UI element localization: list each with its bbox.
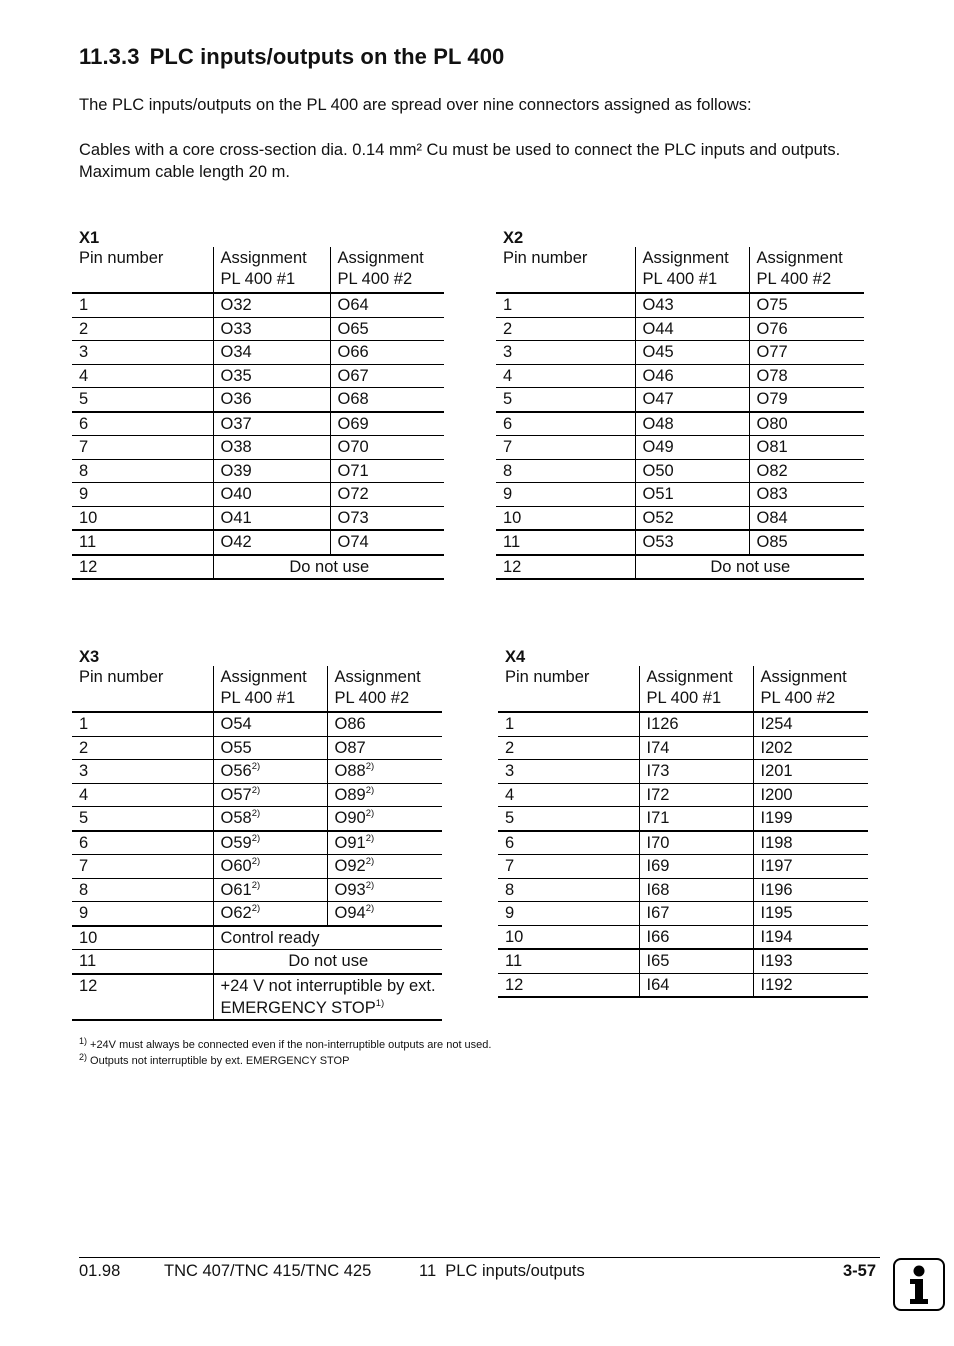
assignment-2-cell: I200 bbox=[753, 783, 868, 807]
table-row bbox=[498, 902, 868, 926]
pin-cell: 9 bbox=[72, 902, 213, 926]
footnote-mark: 1) bbox=[375, 997, 385, 1009]
table-row bbox=[496, 555, 864, 580]
assignment-1-cell: I64 bbox=[639, 973, 753, 997]
pin-cell: 7 bbox=[498, 855, 639, 879]
pin-cell: 4 bbox=[498, 783, 639, 807]
table-label: X4 bbox=[505, 648, 526, 666]
table-row bbox=[498, 712, 868, 736]
pin-cell: 8 bbox=[498, 878, 639, 902]
table-row bbox=[496, 341, 864, 365]
assignment-2-cell: I196 bbox=[753, 878, 868, 902]
assignment-1-cell: I126 bbox=[639, 712, 753, 736]
footnote-mark: 2) bbox=[251, 903, 261, 914]
assignment-1-cell: O60$^{2)}$ bbox=[213, 855, 327, 879]
pin-cell: 2 bbox=[72, 736, 213, 760]
column-header-pin: Pin number bbox=[72, 247, 213, 293]
table-row bbox=[498, 949, 868, 973]
assignment-1-cell: O48 bbox=[635, 412, 749, 436]
table-row bbox=[72, 293, 444, 317]
assignment-2-cell: O71 bbox=[330, 459, 444, 483]
pin-cell: 4 bbox=[72, 364, 213, 388]
table-label: X1 bbox=[79, 229, 100, 247]
column-header-assign1: Assignment PL 400 #1 bbox=[639, 666, 753, 712]
table-row bbox=[496, 436, 864, 460]
table-row bbox=[72, 831, 442, 855]
connector-table-x2 bbox=[496, 229, 864, 580]
assignment-2-cell: O94$^{2)}$ bbox=[327, 902, 442, 926]
pin-cell: 11 bbox=[72, 530, 213, 555]
connector-table-x4 bbox=[498, 648, 868, 998]
assignment-2-cell: O82 bbox=[749, 459, 864, 483]
table-row bbox=[498, 855, 868, 879]
assignment-1-cell: I65 bbox=[639, 949, 753, 973]
section-number: 11.3.3 bbox=[79, 44, 140, 69]
footnote-mark: 2) bbox=[365, 784, 375, 796]
assignment-1-cell: I69 bbox=[639, 855, 753, 879]
assignment-2-cell: O74 bbox=[330, 530, 444, 555]
assignment-2-cell: O92$^{2)}$ bbox=[327, 855, 442, 879]
intro-text: The PLC inputs/outputs on the PL 400 are spread over nine connectors assigned as follows: bbox=[79, 96, 752, 114]
pin-cell: 12 bbox=[72, 974, 213, 1020]
footnote-mark: 2) bbox=[251, 808, 261, 819]
pin-cell: 8 bbox=[72, 459, 213, 483]
table-label: X2 bbox=[503, 229, 524, 247]
footnote-mark: 2) bbox=[365, 808, 375, 819]
section-heading bbox=[79, 44, 504, 70]
column-header-assign1: Assignment PL 400 #1 bbox=[635, 247, 749, 293]
table-row bbox=[498, 760, 868, 784]
assignment-1-cell: O54 bbox=[213, 712, 327, 736]
assignment-1-cell: O49 bbox=[635, 436, 749, 460]
table-row bbox=[72, 878, 442, 902]
pin-cell: 11 bbox=[498, 949, 639, 973]
pin-cell: 3 bbox=[496, 341, 635, 365]
assignment-2-cell: I197 bbox=[753, 855, 868, 879]
pin-cell: 3 bbox=[72, 760, 213, 784]
assignment-2-cell: O91$^{2)}$ bbox=[327, 831, 442, 855]
footnote-mark: 2) bbox=[251, 784, 261, 796]
table-row bbox=[72, 926, 442, 950]
assignment-1-cell: O58$^{2)}$ bbox=[213, 807, 327, 831]
footnote-mark: 2) bbox=[365, 832, 375, 844]
table-row bbox=[498, 925, 868, 949]
assignment-1-cell: I70 bbox=[639, 831, 753, 855]
assignment-1-cell: I74 bbox=[639, 736, 753, 760]
column-header-pin: Pin number bbox=[498, 666, 639, 712]
pin-cell: 6 bbox=[498, 831, 639, 855]
assignment-1-cell: O42 bbox=[213, 530, 330, 555]
section-title: PLC inputs/outputs on the PL 400 bbox=[149, 44, 505, 69]
table-row bbox=[72, 760, 442, 784]
assignment-2-cell: O75 bbox=[749, 293, 864, 317]
table-row bbox=[72, 341, 444, 365]
assignment-2-cell: I193 bbox=[753, 949, 868, 973]
footer-model: TNC 407/TNC 415/TNC 425 bbox=[164, 1262, 372, 1280]
assignment-2-cell: I199 bbox=[753, 807, 868, 831]
pin-cell: 3 bbox=[72, 341, 213, 365]
pin-cell: 2 bbox=[498, 736, 639, 760]
table-row bbox=[72, 902, 442, 926]
footer-rule bbox=[79, 1257, 880, 1258]
assignment-1-cell: I67 bbox=[639, 902, 753, 926]
pin-cell: 5 bbox=[496, 388, 635, 412]
pin-cell: 9 bbox=[498, 902, 639, 926]
table-row bbox=[72, 783, 442, 807]
footnote-mark: 1) bbox=[79, 1036, 88, 1046]
footnote: $^{1)}$ +24V must always be connected even if the non-interruptible outputs are not used. bbox=[79, 1036, 492, 1051]
assignment-1-cell: O36 bbox=[213, 388, 330, 412]
assignment-1-cell: O57$^{2)}$ bbox=[213, 783, 327, 807]
footnote-mark: 2) bbox=[251, 832, 261, 844]
column-header-assign2: Assignment PL 400 #2 bbox=[330, 247, 444, 293]
pin-cell: 5 bbox=[72, 388, 213, 412]
assignment-2-cell: O90$^{2)}$ bbox=[327, 807, 442, 831]
table-row bbox=[496, 293, 864, 317]
column-header-assign1: Assignment PL 400 #1 bbox=[213, 666, 327, 712]
assignment-1-cell: O40 bbox=[213, 483, 330, 507]
column-header-assign2: Assignment PL 400 #2 bbox=[749, 247, 864, 293]
assignment-2-cell: I202 bbox=[753, 736, 868, 760]
table-row bbox=[498, 878, 868, 902]
assignment-2-cell: I194 bbox=[753, 925, 868, 949]
pin-cell: 10 bbox=[72, 506, 213, 530]
table-row bbox=[72, 388, 444, 412]
assignment-1-cell: I66 bbox=[639, 925, 753, 949]
supply-cell: +24 V not interruptible by ext. EMERGENCY STOP$^{1)}$ bbox=[213, 974, 442, 1020]
assignment-2-cell: O65 bbox=[330, 317, 444, 341]
column-header-assign2: Assignment PL 400 #2 bbox=[753, 666, 868, 712]
pin-cell: 2 bbox=[496, 317, 635, 341]
assignment-1-cell: I72 bbox=[639, 783, 753, 807]
page-number: 3-57 bbox=[843, 1262, 877, 1280]
pin-cell: 12 bbox=[72, 555, 213, 580]
assignment-2-cell: I254 bbox=[753, 712, 868, 736]
pin-cell: 6 bbox=[496, 412, 635, 436]
assignment-2-cell: O70 bbox=[330, 436, 444, 460]
assignment-1-cell: O34 bbox=[213, 341, 330, 365]
assignment-2-cell: I195 bbox=[753, 902, 868, 926]
table-row bbox=[72, 555, 444, 580]
footer-date: 01.98 bbox=[79, 1262, 121, 1280]
assignment-2-cell: O67 bbox=[330, 364, 444, 388]
pin-cell: 10 bbox=[496, 506, 635, 530]
footnote: $^{2)}$ Outputs not interruptible by ext. EMERGENCY STOP bbox=[79, 1052, 350, 1067]
table-row bbox=[496, 317, 864, 341]
table-row bbox=[496, 412, 864, 436]
pin-cell: 9 bbox=[72, 483, 213, 507]
pin-cell: 10 bbox=[72, 926, 213, 950]
assignment-1-cell: I73 bbox=[639, 760, 753, 784]
assignment-2-cell: O87 bbox=[327, 736, 442, 760]
assignment-1-cell: O62$^{2)}$ bbox=[213, 902, 327, 926]
table-row bbox=[72, 317, 444, 341]
assignment-2-cell: O84 bbox=[749, 506, 864, 530]
assignment-2-cell: O83 bbox=[749, 483, 864, 507]
assignment-1-cell: O33 bbox=[213, 317, 330, 341]
table-row bbox=[496, 530, 864, 555]
assignment-1-cell: O51 bbox=[635, 483, 749, 507]
control-ready-cell: Control ready bbox=[213, 926, 442, 950]
footnote-mark: 2) bbox=[365, 879, 375, 891]
table-row bbox=[72, 530, 444, 555]
do-not-use-cell: Do not use bbox=[635, 555, 864, 580]
assignment-2-cell: O76 bbox=[749, 317, 864, 341]
assignment-2-cell: O78 bbox=[749, 364, 864, 388]
column-header-assign2: Assignment PL 400 #2 bbox=[327, 666, 442, 712]
connector-table-x3 bbox=[72, 648, 442, 1021]
assignment-1-cell: O44 bbox=[635, 317, 749, 341]
assignment-1-cell: O39 bbox=[213, 459, 330, 483]
pin-cell: 9 bbox=[496, 483, 635, 507]
assignment-1-cell: O35 bbox=[213, 364, 330, 388]
assignment-2-cell: O81 bbox=[749, 436, 864, 460]
assignment-2-cell: I198 bbox=[753, 831, 868, 855]
assignment-1-cell: O47 bbox=[635, 388, 749, 412]
assignment-2-cell: O89$^{2)}$ bbox=[327, 783, 442, 807]
table-row bbox=[72, 712, 442, 736]
pin-cell: 12 bbox=[498, 973, 639, 997]
pin-cell: 10 bbox=[498, 925, 639, 949]
pin-cell: 2 bbox=[72, 317, 213, 341]
assignment-1-cell: O37 bbox=[213, 412, 330, 436]
pin-cell: 1 bbox=[496, 293, 635, 317]
footnote-mark: 2) bbox=[251, 761, 261, 772]
assignment-1-cell: O50 bbox=[635, 459, 749, 483]
table-row bbox=[72, 436, 444, 460]
pin-cell: 5 bbox=[498, 807, 639, 831]
table-row bbox=[72, 506, 444, 530]
table-row bbox=[496, 364, 864, 388]
assignment-2-cell: O73 bbox=[330, 506, 444, 530]
assignment-2-cell: O80 bbox=[749, 412, 864, 436]
pin-cell: 11 bbox=[496, 530, 635, 555]
table-row bbox=[72, 459, 444, 483]
info-icon bbox=[893, 1258, 945, 1311]
pin-cell: 11 bbox=[72, 950, 213, 974]
assignment-1-cell: O59$^{2)}$ bbox=[213, 831, 327, 855]
assignment-2-cell: O77 bbox=[749, 341, 864, 365]
footnote-mark: 2) bbox=[365, 856, 375, 867]
footnote-mark: 2) bbox=[365, 761, 375, 772]
assignment-2-cell: O69 bbox=[330, 412, 444, 436]
do-not-use-cell: Do not use bbox=[213, 555, 444, 580]
assignment-1-cell: I68 bbox=[639, 878, 753, 902]
assignment-2-cell: O64 bbox=[330, 293, 444, 317]
footnote-mark: 2) bbox=[251, 879, 261, 891]
assignment-1-cell: O46 bbox=[635, 364, 749, 388]
pin-cell: 1 bbox=[498, 712, 639, 736]
table-row bbox=[72, 483, 444, 507]
assignment-1-cell: O55 bbox=[213, 736, 327, 760]
table-row bbox=[72, 364, 444, 388]
column-header-pin: Pin number bbox=[72, 666, 213, 712]
assignment-2-cell: O79 bbox=[749, 388, 864, 412]
assignment-1-cell: O38 bbox=[213, 436, 330, 460]
assignment-1-cell: O45 bbox=[635, 341, 749, 365]
cable-note: Cables with a core cross-section dia. 0.14 mm² Cu must be used to connect the PLC inputs and outputs. Maximum cable length 20 m. bbox=[79, 141, 841, 181]
pin-cell: 6 bbox=[72, 412, 213, 436]
pin-cell: 6 bbox=[72, 831, 213, 855]
assignment-1-cell: O56$^{2)}$ bbox=[213, 760, 327, 784]
table-row bbox=[498, 831, 868, 855]
pin-cell: 4 bbox=[496, 364, 635, 388]
assignment-1-cell: I71 bbox=[639, 807, 753, 831]
pin-cell: 7 bbox=[496, 436, 635, 460]
assignment-1-cell: O41 bbox=[213, 506, 330, 530]
pin-cell: 7 bbox=[72, 855, 213, 879]
pin-cell: 12 bbox=[496, 555, 635, 580]
assignment-2-cell: O93$^{2)}$ bbox=[327, 878, 442, 902]
table-row bbox=[496, 506, 864, 530]
column-header-assign1: Assignment PL 400 #1 bbox=[213, 247, 330, 293]
info-glyph bbox=[895, 1260, 943, 1309]
assignment-2-cell: O85 bbox=[749, 530, 864, 555]
table-row bbox=[72, 736, 442, 760]
do-not-use-cell: Do not use bbox=[213, 950, 442, 974]
table-row bbox=[498, 783, 868, 807]
pin-cell: 1 bbox=[72, 293, 213, 317]
assignment-1-cell: O61$^{2)}$ bbox=[213, 878, 327, 902]
table-row bbox=[498, 973, 868, 997]
assignment-2-cell: I192 bbox=[753, 973, 868, 997]
pin-cell: 7 bbox=[72, 436, 213, 460]
assignment-2-cell: O68 bbox=[330, 388, 444, 412]
pin-cell: 8 bbox=[496, 459, 635, 483]
table-row bbox=[72, 412, 444, 436]
assignment-2-cell: O72 bbox=[330, 483, 444, 507]
table-row bbox=[498, 736, 868, 760]
table-row bbox=[496, 388, 864, 412]
table-row bbox=[72, 950, 442, 974]
pin-cell: 4 bbox=[72, 783, 213, 807]
assignment-1-cell: O32 bbox=[213, 293, 330, 317]
pin-cell: 3 bbox=[498, 760, 639, 784]
table-row bbox=[496, 459, 864, 483]
assignment-2-cell: O66 bbox=[330, 341, 444, 365]
table-label: X3 bbox=[79, 648, 100, 666]
table-row bbox=[498, 807, 868, 831]
assignment-2-cell: O88$^{2)}$ bbox=[327, 760, 442, 784]
footnote-mark: 2) bbox=[365, 903, 375, 914]
footnote-mark: 2) bbox=[251, 856, 261, 867]
connector-table-x1 bbox=[72, 229, 444, 580]
assignment-1-cell: O53 bbox=[635, 530, 749, 555]
table-row bbox=[496, 483, 864, 507]
table-row bbox=[72, 855, 442, 879]
pin-cell: 8 bbox=[72, 878, 213, 902]
footnote-mark: 2) bbox=[79, 1052, 88, 1062]
column-header-pin: Pin number bbox=[496, 247, 635, 293]
pin-cell: 1 bbox=[72, 712, 213, 736]
assignment-1-cell: O52 bbox=[635, 506, 749, 530]
assignment-2-cell: I201 bbox=[753, 760, 868, 784]
pin-cell: 5 bbox=[72, 807, 213, 831]
table-row bbox=[72, 974, 442, 1020]
footer-chapter: 11 PLC inputs/outputs bbox=[419, 1262, 585, 1280]
assignment-2-cell: O86 bbox=[327, 712, 442, 736]
assignment-1-cell: O43 bbox=[635, 293, 749, 317]
table-row bbox=[72, 807, 442, 831]
